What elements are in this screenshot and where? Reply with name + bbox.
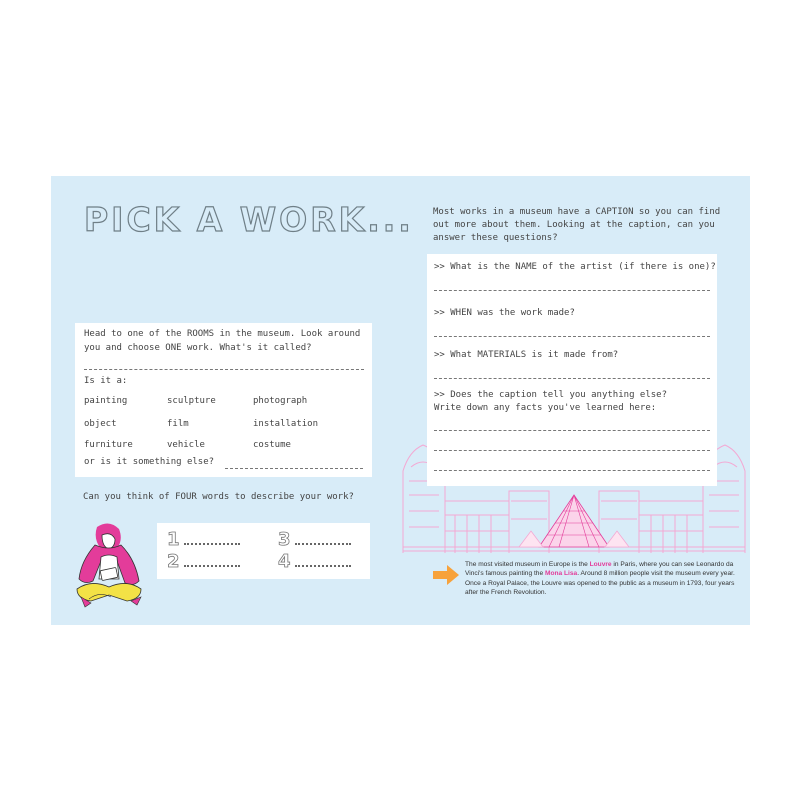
number-2: 2 <box>167 551 180 572</box>
facts-line-2[interactable] <box>434 450 710 451</box>
word-line-4[interactable] <box>295 565 351 567</box>
number-3: 3 <box>278 529 291 550</box>
number-1: 1 <box>167 529 180 550</box>
something-else-label: or is it something else? <box>84 457 215 467</box>
question-materials: >> What MATERIALS is it made from? <box>434 350 619 360</box>
artwork-question-card <box>75 323 372 477</box>
fact-text-3: . Around 8 million people visit the museum every year. Once a Royal Palace, the Louvre was opened to the public as a museum in 1793, four years after the French Revolution. <box>465 570 735 597</box>
fact-text-2: in Paris, where you can see Leonardo da Vinci's famous painting the <box>465 561 734 578</box>
option-painting: painting <box>84 396 128 406</box>
write-facts-prompt: Write down any facts you've learned here: <box>434 403 657 413</box>
option-vehicle: vehicle <box>167 440 205 450</box>
question-anything-else: >> Does the caption tell you anything else? <box>434 390 667 400</box>
facts-line-3[interactable] <box>434 470 710 471</box>
materials-answer-line[interactable] <box>434 378 710 379</box>
fact-text-1: The most visited museum in Europe is the <box>465 561 590 568</box>
number-4: 4 <box>278 551 291 572</box>
option-costume: costume <box>253 440 291 450</box>
fact-louvre: Louvre <box>589 561 612 568</box>
facts-line-1[interactable] <box>434 430 710 431</box>
artist-answer-line[interactable] <box>434 290 710 291</box>
option-film: film <box>167 419 189 429</box>
option-furniture: furniture <box>84 440 133 450</box>
word-line-2[interactable] <box>184 565 240 567</box>
caption-questions-card <box>427 254 717 486</box>
rooms-instruction: Head to one of the ROOMS in the museum. Look around you and choose ONE work. What's it called? <box>84 329 361 353</box>
four-words-question: Can you think of FOUR words to describe your work? <box>83 492 354 502</box>
option-object: object <box>84 419 117 429</box>
arrow-right-icon <box>433 565 459 585</box>
question-when-made: >> WHEN was the work made? <box>434 308 575 318</box>
option-sculpture: sculpture <box>167 396 216 406</box>
word-line-1[interactable] <box>184 543 240 545</box>
when-answer-line[interactable] <box>434 336 710 337</box>
option-photograph: photograph <box>253 396 308 406</box>
caption-intro: Most works in a museum have a CAPTION so you can find out more about them. Looking at the caption, can you answer these questions? <box>433 207 721 243</box>
louvre-fact <box>465 560 745 598</box>
is-it-label: Is it a: <box>84 376 128 386</box>
page-title: PICK A WORK... <box>84 200 414 239</box>
reading-person-illustration <box>71 521 147 615</box>
question-artist-name: >> What is the NAME of the artist (if there is one)? <box>434 262 716 272</box>
title-answer-line[interactable] <box>84 369 364 370</box>
book-spread <box>51 176 750 625</box>
word-line-3[interactable] <box>295 543 351 545</box>
option-installation: installation <box>253 419 319 429</box>
fact-mona-lisa: Mona Lisa <box>544 570 578 578</box>
something-else-line[interactable] <box>225 468 363 469</box>
four-words-card <box>157 523 370 579</box>
